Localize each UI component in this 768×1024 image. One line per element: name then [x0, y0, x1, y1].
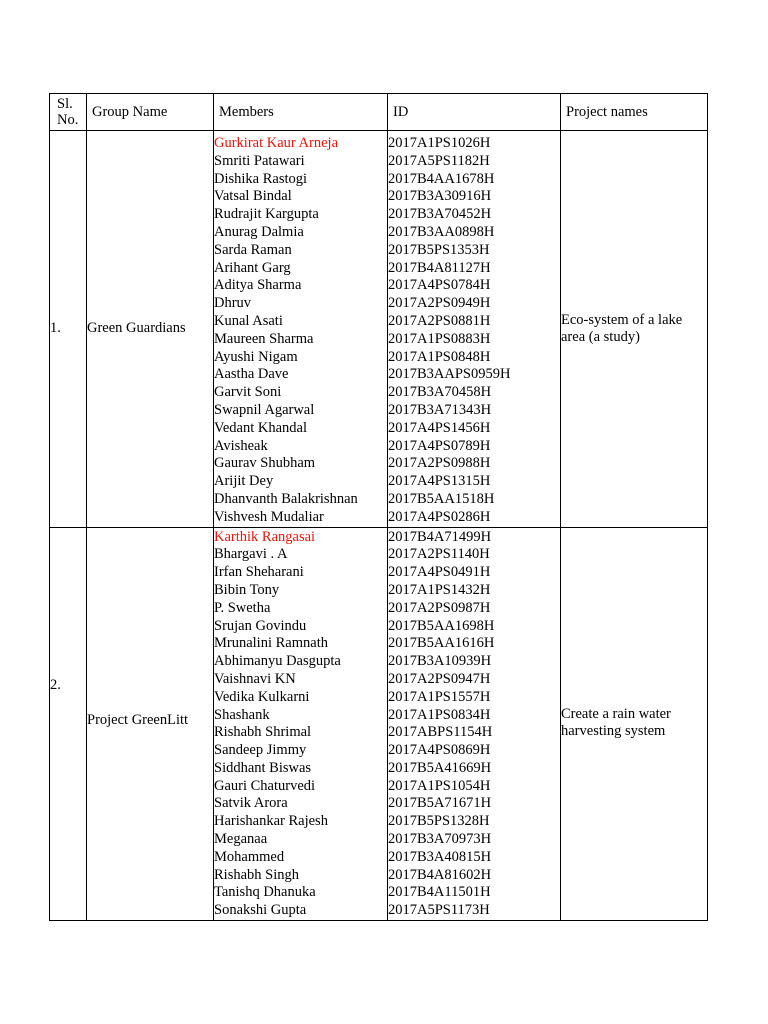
member-id: 2017A2PS0881H — [388, 312, 491, 329]
header-project-names: Project names — [561, 94, 708, 131]
member-id: 2017A1PS0883H — [388, 330, 491, 347]
member-name: Vishvesh Mudaliar — [214, 508, 324, 525]
header-row — [50, 94, 708, 131]
member-name: Srujan Govindu — [214, 617, 307, 634]
member-id: 2017A1PS0848H — [388, 348, 491, 365]
member-id: 2017A4PS1315H — [388, 473, 491, 490]
member-id: 2017B4A11501H — [388, 884, 491, 901]
member-name: Rishabh Singh — [214, 866, 299, 883]
member-id: 2017A1PS1432H — [388, 581, 491, 598]
member-name: Bhargavi . A — [214, 546, 288, 563]
member-id: 2017A4PS0869H — [388, 742, 491, 759]
member-id: 2017B3AAPS0959H — [388, 366, 511, 383]
member-id: 2017A2PS0988H — [388, 455, 491, 472]
member-name: Abhimanyu Dasgupta — [214, 653, 341, 670]
member-name: Sarda Raman — [214, 241, 292, 258]
table-row-group-2 — [50, 527, 708, 921]
member-id: 2017B4A71499H — [388, 528, 492, 545]
member-id: 2017B5AA1616H — [388, 635, 495, 652]
member-name: Avisheak — [214, 437, 268, 454]
member-name: Harishankar Rajesh — [214, 813, 328, 830]
member-id: 2017A1PS1557H — [388, 688, 491, 705]
member-name: Swapnil Agarwal — [214, 401, 315, 418]
header-id: ID — [388, 94, 561, 131]
member-id: 2017B5PS1353H — [388, 241, 490, 258]
header-sl-no: Sl. No. — [50, 94, 87, 131]
member-id: 2017A4PS0491H — [388, 564, 491, 581]
member-name: Aastha Dave — [214, 366, 289, 383]
ids-list — [388, 527, 561, 921]
member-name: Sonakshi Gupta — [214, 902, 307, 919]
member-id: 2017B4A81127H — [388, 259, 491, 276]
member-name: Dhanvanth Balakrishnan — [214, 490, 358, 507]
project-name: Create a rain water harvesting system — [561, 527, 708, 921]
member-name: Mohammed — [214, 848, 285, 865]
group-name: Project GreenLitt — [87, 527, 214, 921]
member-id: 2017A4PS0286H — [388, 508, 491, 525]
member-name: Gauri Chaturvedi — [214, 777, 316, 794]
member-id: 2017B4AA1678H — [388, 170, 495, 187]
member-name: Meganaa — [214, 831, 268, 848]
member-id: 2017A1PS0834H — [388, 706, 491, 723]
member-name: Shashank — [214, 706, 270, 723]
member-id: 2017A2PS0949H — [388, 295, 491, 312]
member-id: 2017B5AA1698H — [388, 617, 495, 634]
member-name: Dishika Rastogi — [214, 170, 308, 187]
member-name: Arijit Dey — [214, 473, 274, 490]
member-id: 2017B3A10939H — [388, 653, 492, 670]
member-name: Vedant Khandal — [214, 419, 308, 436]
member-name: Maureen Sharma — [214, 330, 314, 347]
member-id: 2017A2PS0987H — [388, 599, 491, 616]
member-name: Satvik Arora — [214, 795, 288, 812]
member-id: 2017A5PS1173H — [388, 902, 490, 919]
member-name: Garvit Soni — [214, 384, 282, 401]
member-name: Dhruv — [214, 295, 252, 312]
member-id: 2017B3A70452H — [388, 206, 492, 223]
project-name: Eco-system of a lake area (a study) — [561, 131, 708, 528]
member-id: 2017B5A71671H — [388, 795, 492, 812]
member-name: Mrunalini Ramnath — [214, 635, 328, 652]
member-name: Irfan Sheharani — [214, 564, 304, 581]
member-id: 2017A4PS0784H — [388, 277, 491, 294]
members-list — [214, 131, 388, 528]
member-id: 2017A1PS1054H — [388, 777, 491, 794]
member-id: 2017B5PS1328H — [388, 813, 490, 830]
member-name: Ayushi Nigam — [214, 348, 298, 365]
member-name: Vatsal Bindal — [214, 188, 292, 205]
header-group-name: Group Name — [87, 94, 214, 131]
member-id: 2017B3A70973H — [388, 831, 492, 848]
member-name: Anurag Dalmia — [214, 223, 304, 240]
group-table — [49, 93, 708, 921]
member-id: 2017A5PS1182H — [388, 152, 490, 169]
group-leader-name: Gurkirat Kaur Arneja — [214, 135, 339, 151]
member-name: Bibin Tony — [214, 581, 280, 598]
member-name: Aditya Sharma — [214, 277, 302, 294]
member-id: 2017B5AA1518H — [388, 490, 495, 507]
group-name: Green Guardians — [87, 131, 214, 528]
member-id: 2017B4A81602H — [388, 866, 492, 883]
member-id: 2017B3A70458H — [388, 384, 492, 401]
member-name: Sandeep Jimmy — [214, 742, 307, 759]
member-name: Gaurav Shubham — [214, 455, 316, 472]
member-id: 2017ABPS1154H — [388, 724, 493, 741]
member-name: Kunal Asati — [214, 312, 283, 329]
member-id: 2017A2PS1140H — [388, 546, 490, 563]
members-list — [214, 527, 388, 921]
member-id: 2017A4PS1456H — [388, 419, 491, 436]
group-leader-name: Karthik Rangasai — [214, 528, 316, 545]
member-id: 2017A4PS0789H — [388, 437, 491, 454]
member-name: Rishabh Shrimal — [214, 724, 312, 741]
member-id: 2017A1PS1026H — [388, 135, 491, 151]
member-name: Vaishnavi KN — [214, 670, 296, 687]
member-id: 2017B3A40815H — [388, 848, 492, 865]
member-id: 2017B3A30916H — [388, 188, 492, 205]
table-row-group-1 — [50, 131, 708, 528]
member-name: Rudrajit Kargupta — [214, 206, 319, 223]
member-name: Tanishq Dhanuka — [214, 884, 316, 901]
member-name: Arihant Garg — [214, 259, 291, 276]
ids-list — [388, 131, 561, 528]
header-members: Members — [214, 94, 388, 131]
member-id: 2017B3AA0898H — [388, 223, 495, 240]
group-sl-no: 1. — [50, 131, 87, 528]
member-id: 2017B5A41669H — [388, 759, 492, 776]
member-name: Smriti Patawari — [214, 152, 305, 169]
member-name: P. Swetha — [214, 599, 271, 616]
member-id: 2017A2PS0947H — [388, 670, 491, 687]
member-id: 2017B3A71343H — [388, 401, 492, 418]
member-name: Siddhant Biswas — [214, 759, 312, 776]
member-name: Vedika Kulkarni — [214, 688, 310, 705]
group-sl-no: 2. — [50, 527, 87, 921]
